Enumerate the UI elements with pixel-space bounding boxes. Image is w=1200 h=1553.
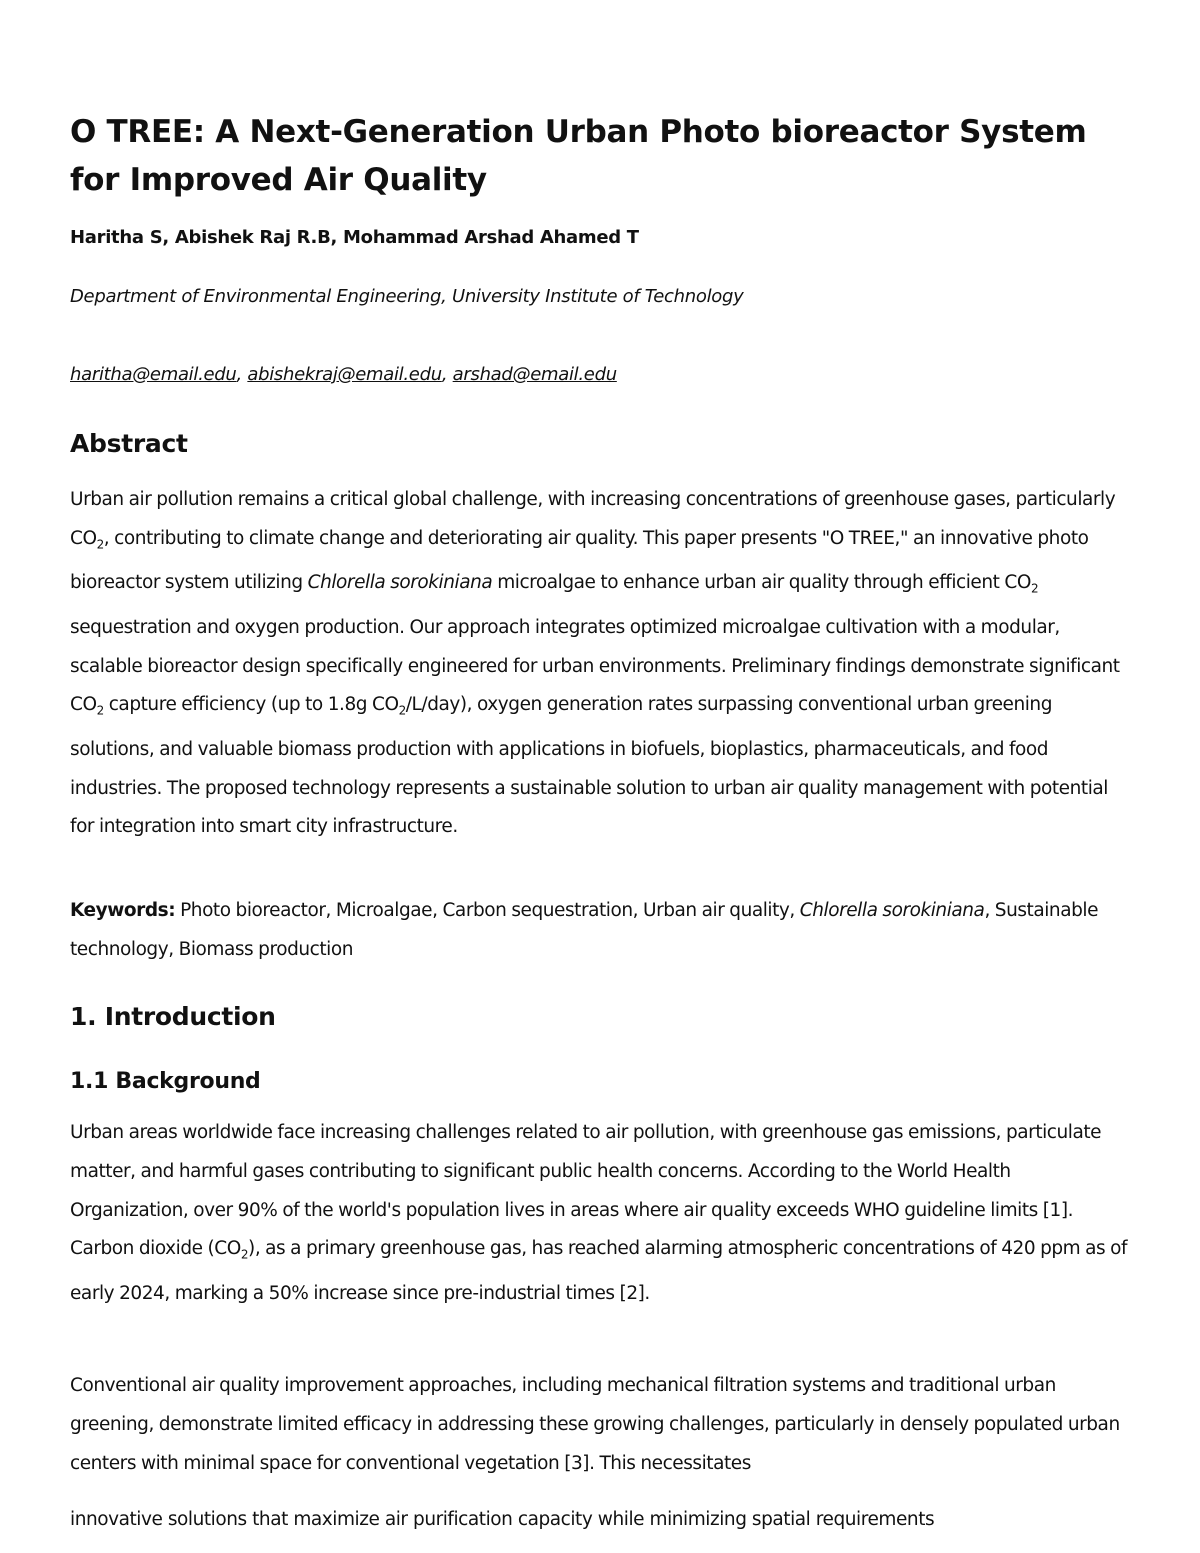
subscript: 2: [398, 704, 406, 719]
author-list: Haritha S, Abishek Raj R.B, Mohammad Arshad Ahamed T: [70, 227, 639, 248]
paper-title: O TREE: A Next-Generation Urban Photo bioreactor System for Improved Air Quality: [70, 114, 1087, 198]
abstract-text-5: capture efficiency (up to 1.8g CO: [103, 694, 399, 716]
subscript: 2: [96, 537, 104, 552]
cut-off-line: [70, 1509, 1132, 1531]
species-name: Chlorella sorokiniana: [307, 572, 493, 594]
introduction-heading: 1. Introduction: [70, 1002, 276, 1031]
keywords-species: Chlorella sorokiniana: [799, 900, 985, 921]
cut-off-text: innovative solutions that maximize air purification capacity while minimizing spatial requirements: [70, 1509, 935, 1530]
email-link-arshad[interactable]: arshad@email.edu: [452, 364, 617, 385]
background-text-1: Urban areas worldwide face increasing challenges related to air pollution, with greenhouse gas emissions, particulate matter, and harmful gases contributing to significant public health concerns. According to the World Health Organization, over 90% of the world's population lives in areas where air quality exceeds WHO guideline limits [1]. Carbon dioxide (CO: [70, 1122, 1102, 1260]
email-list: haritha@email.edu, abishekraj@email.edu, arshad@email.edu: [70, 364, 617, 385]
affiliation: Department of Environmental Engineering, University Institute of Technology: [70, 286, 744, 307]
abstract-text-6: /L/day), oxygen generation rates surpassing conventional urban greening solutions, and valuable biomass production with applications in biofuels, bioplastics, pharmaceuticals, and food industries. The proposed technology represents a sustainable solution to urban air quality management with potential for integration into smart city infrastructure.: [70, 694, 1108, 838]
abstract-text-1: Urban air pollution remains a critical global challenge, with increasing concentrations of greenhouse gases, particularly CO: [70, 489, 1116, 549]
subscript: 2: [96, 704, 104, 719]
subscript: 2: [240, 1248, 249, 1263]
background-paragraph-2: Conventional air quality improvement approaches, including mechanical filtration systems and traditional urban greening, demonstrate limited efficacy in addressing these growing challenges, particularly in densely populated urban centers with minimal space for conventional vegetation [3]. This necessitates: [70, 1375, 1120, 1474]
keywords-label: Keywords:: [70, 900, 176, 921]
abstract-text-3: microalgae to enhance urban air quality through efficient CO: [492, 572, 1031, 594]
subscript: 2: [1030, 581, 1039, 596]
abstract-text-4: sequestration and oxygen production. Our approach integrates optimized microalgae cultivation with a modular, scalable bioreactor design specifically engineered for urban environments. Preliminary findings demonstrate significant CO: [70, 616, 1120, 716]
email-link-abishekraj[interactable]: abishekraj@email.edu: [247, 364, 442, 385]
abstract-paragraph: [70, 481, 1132, 847]
abstract-text-2: , contributing to climate change and deteriorating air quality. This paper presents "O TREE," an innovative photo bioreactor system utilizing: [70, 527, 1089, 594]
background-text-2: ), as a primary greenhouse gas, has reached alarming atmospheric concentrations of 420 ppm as of early 2024, marking a 50% increase since pre-industrial times [2].: [70, 1238, 1128, 1304]
email-link-haritha[interactable]: haritha@email.edu: [70, 364, 237, 385]
keywords: [70, 892, 1132, 970]
background-heading: 1.1 Background: [70, 1069, 261, 1094]
keywords-text-1: Photo bioreactor, Microalgae, Carbon sequestration, Urban air quality,: [175, 900, 800, 921]
background-paragraph-1: [70, 1114, 1132, 1314]
abstract-heading: Abstract: [70, 429, 188, 458]
keywords-text-2: , Sustainable technology, Biomass production: [70, 900, 1099, 960]
